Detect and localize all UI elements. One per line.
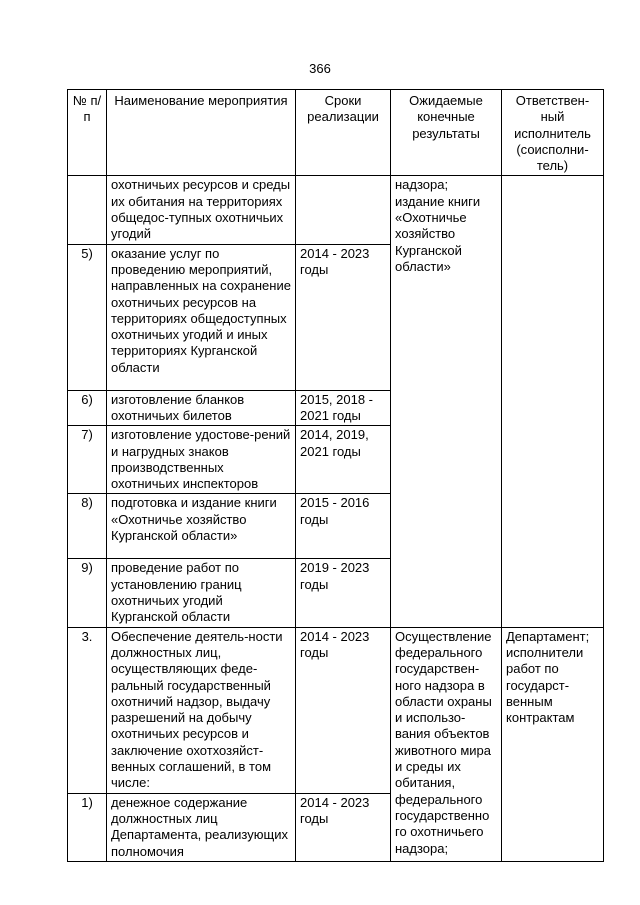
row-period [296,176,391,244]
row-period: 2015 - 2016 годы [296,494,391,559]
row-period: 2014 - 2023 годы [296,244,391,390]
header-responsible: Ответствен-ный исполнитель (соисполни-тель) [502,90,604,176]
row-period: 2014, 2019, 2021 годы [296,426,391,494]
measures-table [67,89,604,862]
responsible-cell: Департамент; исполнители работ по государст-венным контрактам [502,627,604,861]
row-measure-name: подготовка и издание книги «Охотничье хозяйство Курганской области» [107,494,296,559]
responsible-cell [502,176,604,627]
row-measure-name: изготовление удостове-рений и нагрудных знаков производственных охотничьих инспекторов [107,426,296,494]
table-header-row [68,90,604,176]
row-number: 7) [68,426,107,494]
page-number: 366 [309,61,331,76]
row-measure-name: изготовление бланков охотничьих билетов [107,390,296,426]
row-measure-name: денежное содержание должностных лиц Департамента, реализующих полномочия [107,793,296,861]
header-measure-name: Наименование мероприятия [107,90,296,176]
row-period: 2014 - 2023 годы [296,793,391,861]
row-period: 2019 - 2023 годы [296,559,391,627]
row-number: 3. [68,627,107,793]
expected-results-cell: надзора; издание книги «Охотничье хозяйство Курганской области» [391,176,502,627]
row-measure-name: охотничьих ресурсов и среды их обитания на территориях общедос-тупных охотничьих угодий [107,176,296,244]
row-number: 9) [68,559,107,627]
row-number: 5) [68,244,107,390]
row-number: 8) [68,494,107,559]
row-measure-name: оказание услуг по проведению мероприятий, направленных на сохранение охотничьих ресурсов на территориях общедоступных охотничьих угодий и иных территориях Курганской области [107,244,296,390]
row-number: 1) [68,793,107,861]
row-period: 2015, 2018 - 2021 годы [296,390,391,426]
header-expected-results: Ожидаемые конечные результаты [391,90,502,176]
row-measure-name: проведение работ по установлению границ охотничьих угодий Курганской области [107,559,296,627]
expected-results-cell: Осуществление федерального государствен-ного надзора в области охраны и использо-вания объектов животного мира и среды их обитания, федерального государственно го охотничьего надзора; [391,627,502,861]
header-period: Сроки реализации [296,90,391,176]
row-period: 2014 - 2023 годы [296,627,391,793]
table-row [68,176,604,244]
row-number [68,176,107,244]
row-measure-name: Обеспечение деятель-ности должностных лиц, осуществляющих феде-ральный государственный охотничий надзор, выдачу разрешений на добычу охотничьих ресурсов и заключение охотхозяйст-венных соглашений, в том числе: [107,627,296,793]
row-number: 6) [68,390,107,426]
header-number: № п/п [68,90,107,176]
table-row [68,627,604,793]
